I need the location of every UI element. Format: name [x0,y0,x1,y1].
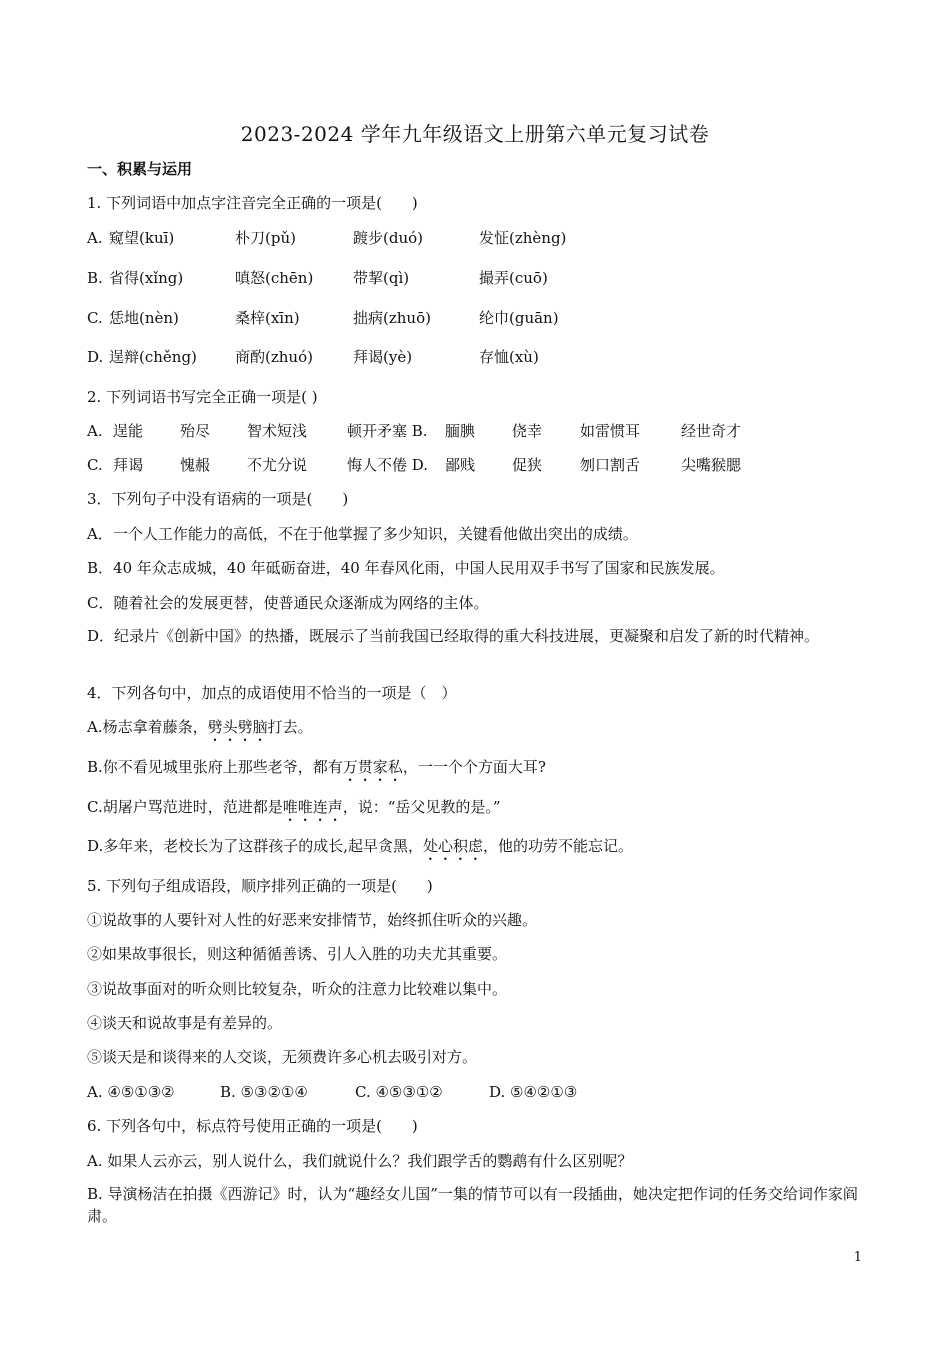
q3-option-c: C．随着社会的发展更替，使普通民众逐渐成为网络的主体。 [87,594,489,612]
q6-option-a: A. 如果人云亦云，别人说什么，我们就说什么？我们跟学舌的鹦鹉有什么区别呢？ [87,1152,633,1170]
exam-title: 2023-2024 学年九年级语文上册第六单元复习试卷 [240,122,710,146]
q5-options: A. ④⑤①③② B. ⑤③②①④ C. ④⑤③①② D. ⑤④②①③ [87,1083,578,1101]
dotted-idiom: 万贯家私 [342,758,403,776]
q3-option-a: A．一个人工作能力的高低，不在于他掌握了多少知识，关键看他做出突出的成绩。 [87,525,638,543]
q5-sentence-4: ④谈天和说故事是有差异的。 [87,1014,283,1032]
q5-sentence-2: ②如果故事很长，则这种循循善诱、引人入胜的功夫尤其重要。 [87,945,508,963]
page-number: 1 [853,1250,862,1265]
q5-sentence-1: ①说故事的人要针对人性的好恶来安排情节，始终抓住听众的兴趣。 [87,911,538,929]
dotted-idiom: 劈头劈脑 [207,718,268,736]
q5-sentence-5: ⑤谈天是和谈得来的人交谈，无须费许多心机去吸引对方。 [87,1048,478,1066]
q6-stem: 6. 下列各句中，标点符号使用正确的一项是( ) [87,1117,418,1135]
q5-sentence-3: ③说故事面对的听众则比较复杂，听众的注意力比较难以集中。 [87,980,508,998]
q3-stem: 3．下列句子中没有语病的一项是( ) [87,490,349,508]
q1-option-a: A. 窥望(kuī) 朴刀(pǔ) 踱步(duó) 发怔(zhèng) [87,229,567,247]
q2-options-cd: C. 拜谒 愧赧 不尤分说 悔人不倦 D. 鄙贱 促狭 刎口割舌 尖嘴猴腮 [87,456,742,474]
q3-option-d: D．纪录片《创新中国》的热播，既展示了当前我国已经取得的重大科技进展，更凝聚和启发了新的时代精神。 [87,627,820,645]
q5-stem: 5. 下列句子组成语段，顺序排列正确的一项是( ) [87,877,433,895]
dotted-idiom: 处心积虑 [423,837,484,855]
q2-stem: 2. 下列词语书写完全正确一项是( ) [87,388,318,406]
q1-stem: 1. 下列词语中加点字注音完全正确的一项是( ) [87,194,418,212]
q1-option-d: D. 逞辩(chěng) 商酌(zhuó) 拜谒(yè) 存恤(xù) [87,348,539,366]
section-heading: 一、积累与运用 [87,160,193,178]
q1-option-b: B. 省得(xǐng) 嗔怒(chēn) 带挈(qì) 撮弄(cuō) [87,269,548,287]
q4-stem: 4．下列各句中，加点的成语使用不恰当的一项是（ ） [87,684,457,702]
dotted-idiom: 唯唯连声 [282,798,343,816]
q4-option-c: C.胡屠户骂范进时，范进都是唯唯连声，说：“岳父见教的是。” [87,798,501,816]
q4-option-b: B.你不看见城里张府上那些老爷，都有万贯家私，一一个个方面大耳? [87,758,546,776]
q4-option-a: A.杨志拿着藤条，劈头劈脑打去。 [87,718,313,736]
q1-option-c: C. 恁地(nèn) 桑梓(xīn) 拙病(zhuō) 纶巾(guān) [87,309,559,327]
q2-options-ab: A. 逞能 殆尽 智术短浅 顿开矛塞 B. 腼腆 侥幸 如雷惯耳 经世奇才 [87,422,742,440]
q3-option-b: B．40 年众志成城，40 年砥砺奋进，40 年春风化雨，中国人民用双手书写了国家和民族发展。 [87,559,725,577]
q4-option-d: D.多年来，老校长为了这群孩子的成长,起早贪黑，处心积虑，他的功劳不能忘记。 [87,837,634,855]
q6-option-b: B. 导演杨洁在拍摄《西游记》时，认为“趣经女儿国”一集的情节可以有一段插曲，她决定把作词的任务交给词作家阎肃。 [87,1185,858,1225]
